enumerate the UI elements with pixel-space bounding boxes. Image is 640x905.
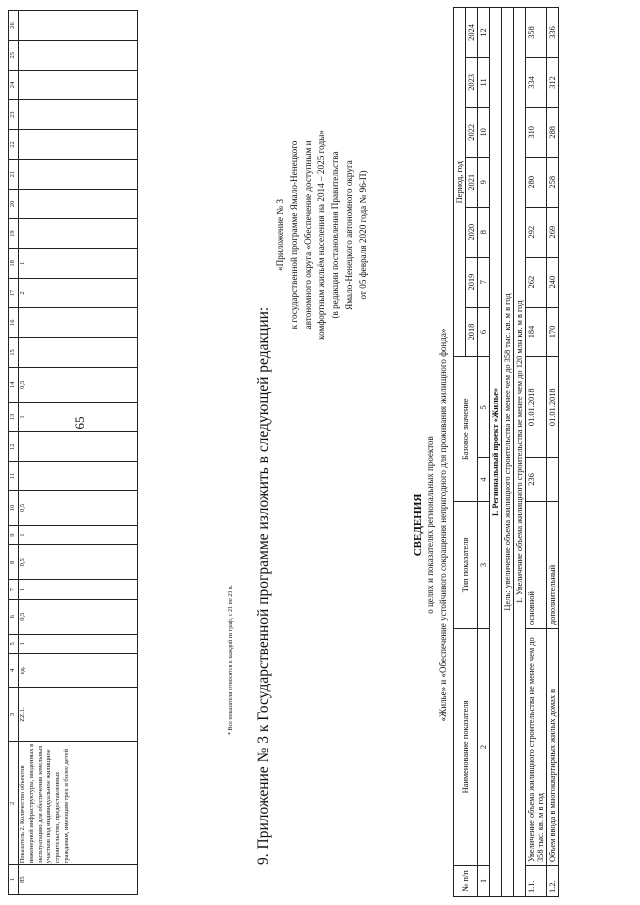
col-index: 20	[9, 189, 19, 219]
header-num: № п/п	[454, 866, 478, 897]
annex-line: Ямало-Ненецкого автономного округа	[343, 160, 354, 310]
task-label: 1. Увеличение объема жилищного строительства не менее чем до 120 млн кв. м в год	[514, 8, 526, 897]
title-subline: о целях и показателях региональных проектов	[425, 436, 435, 614]
indicator-type: основной	[526, 502, 547, 629]
col-index: 11	[478, 57, 490, 107]
indicator-code: ZZ.1.	[19, 687, 138, 742]
year-value: 170	[547, 307, 559, 357]
page-number: 65	[72, 416, 87, 430]
row-number: 85	[19, 865, 138, 895]
cell: 0,5	[19, 599, 138, 634]
col-index: 8	[478, 207, 490, 257]
annex-line: к государственной программе Ямало-Ненецкого	[288, 140, 299, 330]
cell	[19, 462, 138, 491]
title-main: СВЕДЕНИЯ	[412, 493, 424, 557]
cell: 1	[19, 248, 138, 278]
col-index: 9	[478, 157, 490, 207]
indicator-type: дополнительный	[547, 502, 559, 629]
cell	[19, 40, 138, 70]
table-row	[547, 8, 559, 897]
col-index: 5	[478, 357, 490, 458]
col-index: 19	[9, 219, 19, 249]
header-name: Наименование показателя	[454, 629, 478, 866]
col-index: 23	[9, 100, 19, 130]
base-value	[547, 458, 559, 502]
annex-line: от 05 февраля 2020 года № 96-П)	[357, 170, 368, 300]
year-header: 2021	[466, 157, 478, 207]
cell	[19, 130, 138, 160]
cell	[19, 219, 138, 249]
base-date: 01.01.2018	[547, 357, 559, 458]
task-row	[514, 8, 526, 897]
indicators-table	[453, 7, 559, 897]
unit: ед.	[19, 654, 138, 688]
col-index: 3	[9, 687, 19, 742]
col-index: 16	[9, 308, 19, 338]
goal-row	[502, 8, 514, 897]
top-table-index-row	[9, 11, 19, 895]
cell: 1	[19, 525, 138, 545]
col-index: 25	[9, 40, 19, 70]
year-value: 240	[547, 257, 559, 307]
col-index: 8	[9, 545, 19, 580]
cell	[19, 159, 138, 189]
col-index: 26	[9, 11, 19, 41]
base-value: 236	[526, 458, 547, 502]
col-index: 24	[9, 70, 19, 100]
indicator-name: Объем ввода в многоквартирных жилых домах в	[547, 629, 559, 866]
col-index: 14	[9, 367, 19, 402]
cell: 1	[19, 580, 138, 600]
col-index: 1	[9, 865, 19, 895]
year-header: 2018	[466, 307, 478, 357]
year-value: 292	[526, 207, 547, 257]
table-row	[526, 8, 547, 897]
col-index: 12	[478, 8, 490, 58]
year-value: 336	[547, 8, 559, 58]
col-index: 4	[9, 654, 19, 688]
row-number: 1.1.	[526, 866, 547, 897]
col-index: 18	[9, 248, 19, 278]
year-header: 2020	[466, 207, 478, 257]
cell	[19, 11, 138, 41]
year-value: 312	[547, 57, 559, 107]
year-header: 2019	[466, 257, 478, 307]
cell	[19, 432, 138, 462]
indicator-name: Увеличение объема жилищного строительства не менее чем до 358 тыс. кв. м в год	[526, 629, 547, 866]
column-index-row	[478, 8, 490, 897]
cell	[19, 100, 138, 130]
col-index: 11	[9, 462, 19, 491]
annex-line: комфортным жильём населения на 2014 – 2025 годы»	[316, 130, 327, 340]
table-header-row	[454, 8, 466, 897]
col-index: 22	[9, 130, 19, 160]
section-heading: 9. Приложение № 3 к Государственной программе изложить в следующей редакции:	[255, 306, 272, 865]
col-index: 7	[9, 580, 19, 600]
cell	[19, 338, 138, 368]
year-value: 310	[526, 107, 547, 157]
col-index: 1	[478, 866, 490, 897]
section-row	[490, 8, 502, 897]
col-index: 9	[9, 525, 19, 545]
title-subline: «Жилье» и «Обеспечение устойчивого сокращения непригодного для проживания жилищного фонда»	[437, 328, 448, 722]
row-number: 1.2.	[547, 866, 559, 897]
cell	[19, 189, 138, 219]
year-header: 2024	[466, 8, 478, 58]
year-value: 280	[526, 157, 547, 207]
annex-line: «Приложение № 3	[275, 199, 285, 271]
document-title	[412, 265, 449, 785]
year-header: 2022	[466, 107, 478, 157]
col-index: 5	[9, 634, 19, 654]
col-index: 17	[9, 278, 19, 308]
annex-line: автономного округа «Обеспечение доступным и	[302, 140, 313, 330]
top-table	[8, 10, 138, 895]
section-label: I. Региональный проект «Жилье»	[490, 8, 502, 897]
cell	[19, 308, 138, 338]
cell: 0,5	[19, 545, 138, 580]
col-index: 6	[9, 599, 19, 634]
cell	[19, 70, 138, 100]
col-index: 21	[9, 159, 19, 189]
col-index: 10	[478, 107, 490, 157]
year-value: 334	[526, 57, 547, 107]
table-row	[19, 11, 138, 895]
indicator-name: Показатель 2. Количество объектов инженерной инфраструктуры, введенных в эксплуатацию для обеспечения земельных участков под индивидуальное жилищное строительство, предоставленных гражданам, имеющим трех и более детей	[19, 742, 138, 865]
col-index: 2	[478, 629, 490, 866]
cell: 0,5	[19, 491, 138, 526]
header-type: Тип показателя	[454, 502, 478, 629]
col-index: 12	[9, 432, 19, 462]
header-period: Период, год	[454, 8, 466, 357]
cell: 2	[19, 278, 138, 308]
col-index: 10	[9, 491, 19, 526]
year-header: 2023	[466, 57, 478, 107]
col-index: 6	[478, 307, 490, 357]
year-value: 358	[526, 8, 547, 58]
year-value: 288	[547, 107, 559, 157]
cell: 1	[19, 634, 138, 654]
col-index: 4	[478, 458, 490, 502]
annex-reference	[274, 85, 371, 385]
col-index: 13	[9, 402, 19, 432]
cell: 0,5	[19, 367, 138, 402]
base-date: 01.01.2018	[526, 357, 547, 458]
annex-line: (в редакции постановления Правительства	[330, 151, 341, 319]
footnote: * Все показатели относятся к каждой из граф, с 21 по 23 в.	[228, 584, 234, 735]
col-index: 2	[9, 742, 19, 865]
year-value: 262	[526, 257, 547, 307]
header-base: Базовое значение	[454, 357, 478, 502]
year-value: 184	[526, 307, 547, 357]
col-index: 15	[9, 338, 19, 368]
cell: 1	[19, 402, 138, 432]
goal-label: Цель: увеличение объема жилищного строительства не менее чем до 358 тыс. кв. м в год	[502, 8, 514, 897]
col-index: 7	[478, 257, 490, 307]
year-value: 269	[547, 207, 559, 257]
col-index: 3	[478, 502, 490, 629]
year-value: 258	[547, 157, 559, 207]
